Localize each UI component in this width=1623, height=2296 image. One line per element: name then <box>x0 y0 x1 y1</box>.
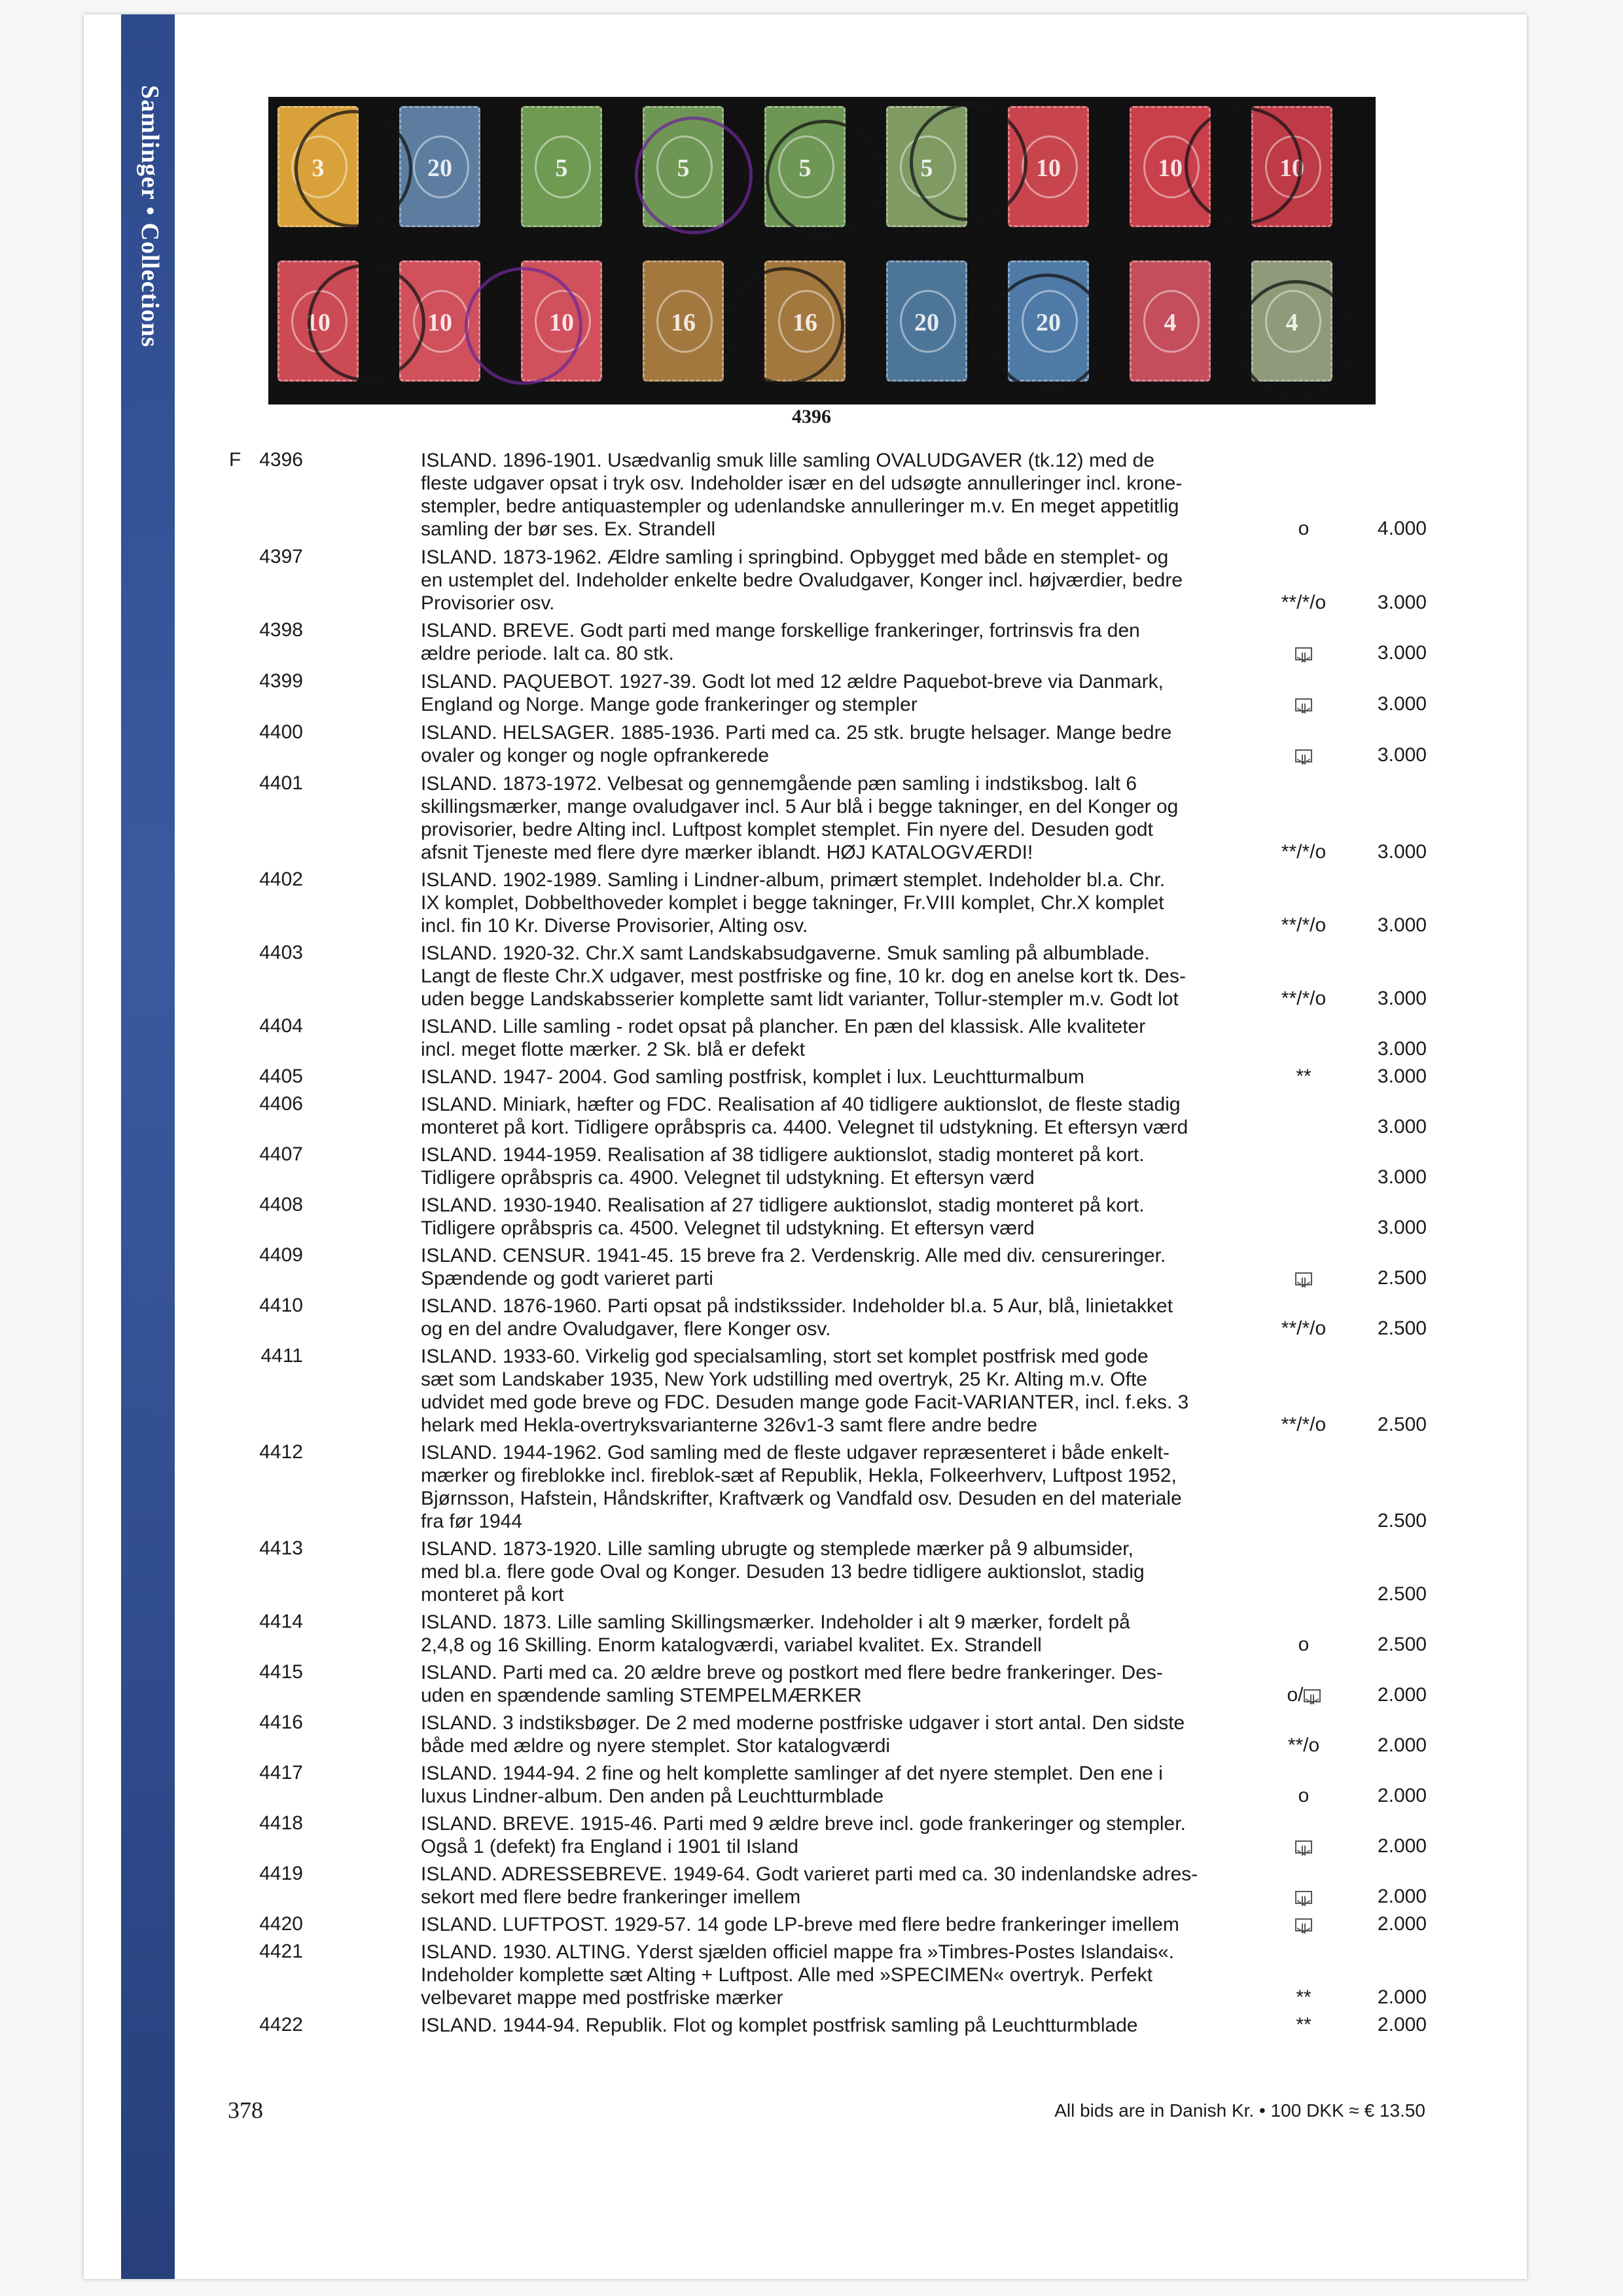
lot-condition <box>1264 693 1343 715</box>
lot-number: 4400 <box>259 721 303 743</box>
lot-description <box>421 1537 1245 1606</box>
envelope-icon <box>1295 1840 1312 1854</box>
description-line: ISLAND. 1873-1972. Velbesat og gennemgående pæn samling i indstiksbog. Ialt 6 <box>421 773 1137 795</box>
lot-description <box>421 1913 1245 1936</box>
lot-condition <box>1264 1886 1343 1908</box>
description-line: ældre periode. Ialt ca. 80 stk. <box>421 643 674 664</box>
lot-number: 4399 <box>259 670 303 692</box>
description-line: ISLAND. 1933-60. Virkelig god specialsamling, stort set komplet postfrisk med gode <box>421 1346 1149 1367</box>
lot-condition <box>1264 2014 1343 2036</box>
stamp-value: 20 <box>914 309 939 336</box>
envelope-icon <box>1304 1689 1321 1702</box>
lot-description <box>421 721 1245 767</box>
description-line: ISLAND. 1930. ALTING. Yderst sjælden officiel mappe fra »Timbres-Postes Islandais«. <box>421 1941 1175 1963</box>
lot-description <box>421 1066 1245 1088</box>
description-line: ISLAND. 1902-1989. Samling i Lindner-album, primært stemplet. Indeholder bl.a. Chr. <box>421 869 1166 891</box>
description-line: sekort med flere bedre frankeringer imellem <box>421 1886 801 1908</box>
lot-price: 2.000 <box>1377 1986 1427 2008</box>
lot-condition <box>1264 744 1343 766</box>
postmark-cancel <box>988 274 1106 391</box>
side-tab-label: Samlinger • Collections <box>136 85 164 348</box>
lot-condition <box>1264 1066 1343 1088</box>
page-number: 378 <box>228 2097 263 2123</box>
lot-description <box>421 1611 1245 1657</box>
postmark-cancel <box>726 267 844 385</box>
description-line: ISLAND. 1873. Lille samling Skillingsmærker. Indeholder i alt 9 mærker, fordelt på <box>421 1611 1130 1633</box>
description-line: både med ældre og nyere stemplet. Stor katalogværdi <box>421 1735 891 1757</box>
lot-description <box>421 1143 1245 1189</box>
lot-description <box>421 1345 1245 1437</box>
lot-description <box>421 1194 1245 1240</box>
lot-number: 4410 <box>259 1295 303 1316</box>
description-line: uden begge Landskabsserier komplette samt lidt varianter, Tollur-stempler m.v. Godt lot <box>421 988 1179 1010</box>
lot-price: 2.000 <box>1377 1913 1427 1935</box>
lot-description <box>421 619 1245 665</box>
postmark-cancel <box>294 110 412 228</box>
lot-price: 3.000 <box>1377 1217 1427 1238</box>
description-line: ISLAND. 1876-1960. Parti opsat på indstikssider. Indeholder bl.a. 5 Aur, blå, linietakket <box>421 1295 1173 1317</box>
description-line: ISLAND. Parti med ca. 20 ældre breve og postkort med flere bedre frankeringer. Des- <box>421 1662 1163 1683</box>
stamp-value: 5 <box>555 154 568 182</box>
lot-condition <box>1264 1734 1343 1757</box>
condition-code: **/*/o <box>1281 988 1327 1009</box>
description-line: fra før 1944 <box>421 1511 523 1532</box>
description-line: ISLAND. 1944-1962. God samling med de fleste udgaver repræsenteret i både enkelt- <box>421 1442 1169 1463</box>
postmark-cancel <box>766 120 883 238</box>
lot-number: 4417 <box>259 1762 303 1784</box>
condition-code: **/*/o <box>1281 1414 1327 1435</box>
envelope-icon <box>1295 1891 1312 1904</box>
description-line: afsnit Tjeneste med flere dyre mærker iblandt. HØJ KATALOGVÆRDI! <box>421 842 1033 863</box>
lot-description <box>421 772 1245 864</box>
postmark-cancel <box>635 117 753 234</box>
lot-condition <box>1264 642 1343 664</box>
condition-code: **/*/o <box>1281 1318 1327 1339</box>
lot-description <box>421 546 1245 615</box>
description-line: fleste udgaver opsat i tryk osv. Indeholder især en del udsøgte annulleringer incl. krone- <box>421 473 1183 494</box>
description-line: stempler, bedre antiquastempler og udenlandske annulleringer m.v. En meget appetitlig <box>421 495 1179 517</box>
lot-number: 4405 <box>259 1066 303 1087</box>
lot-description <box>421 1941 1245 2009</box>
lot-price: 2.500 <box>1377 1634 1427 1655</box>
lot-description <box>421 2014 1245 2037</box>
lot-number: 4416 <box>259 1712 303 1733</box>
postmark-cancel <box>308 264 425 382</box>
lot-price: 2.000 <box>1377 1886 1427 1907</box>
description-line: sæt som Landskaber 1935, New York udstilling med overtryk, 25 Kr. Alting m.v. Ofte <box>421 1369 1147 1390</box>
photo-caption: 4396 <box>792 406 831 427</box>
description-line: ISLAND. 1930-1940. Realisation af 27 tidligere auktionslot, stadig monteret på kort. <box>421 1194 1145 1216</box>
description-line: ISLAND. 1920-32. Chr.X samt Landskabsudgaverne. Smuk samling på albumblade. <box>421 942 1150 964</box>
lot-description <box>421 1863 1245 1909</box>
condition-code: **/*/o <box>1281 592 1327 613</box>
condition-code: o <box>1298 1634 1310 1655</box>
description-line: ISLAND. 1873-1962. Ældre samling i springbind. Opbygget med både en stemplet- og <box>421 547 1169 568</box>
lot-condition <box>1264 988 1343 1010</box>
lot-price: 3.000 <box>1377 693 1427 715</box>
condition-code: ** <box>1296 1066 1311 1087</box>
lot-condition <box>1264 1986 1343 2009</box>
lot-price: 3.000 <box>1377 1166 1427 1188</box>
description-line: samling der bør ses. Ex. Strandell <box>421 518 716 540</box>
lot-description <box>421 1712 1245 1757</box>
lot-description <box>421 1441 1245 1533</box>
lot-number: 4412 <box>259 1441 303 1463</box>
lot-price: 3.000 <box>1377 592 1427 613</box>
lot-number: 4420 <box>259 1913 303 1935</box>
description-line: uden en spændende samling STEMPELMÆRKER <box>421 1685 862 1706</box>
stamp-value: 20 <box>1036 309 1061 336</box>
lot-photo <box>268 97 1376 404</box>
lot-number: 4413 <box>259 1537 303 1559</box>
stamp-value: 5 <box>677 154 690 182</box>
stamp-value: 10 <box>1279 154 1304 182</box>
lot-price: 3.000 <box>1377 1038 1427 1060</box>
description-line: ISLAND. Lille samling - rodet opsat på plancher. En pæn del klassisk. Alle kvaliteter <box>421 1016 1146 1037</box>
stamp-image <box>521 106 602 227</box>
description-line: provisorier, bedre Alting incl. Luftpost komplet stemplet. Fin nyere del. Desuden godt <box>421 819 1153 840</box>
description-line: og en del andre Ovaludgaver, flere Konger osv. <box>421 1318 831 1340</box>
lot-price: 3.000 <box>1377 841 1427 863</box>
lot-description <box>421 1762 1245 1808</box>
lot-number: 4419 <box>259 1863 303 1884</box>
stamp-value: 20 <box>427 154 452 182</box>
description-line: ISLAND. BREVE. 1915-46. Parti med 9 ældre breve incl. gode frankeringer og stempler. <box>421 1813 1186 1835</box>
lot-price: 4.000 <box>1377 518 1427 539</box>
lot-description <box>421 1295 1245 1340</box>
lot-number: 4404 <box>259 1015 303 1037</box>
lot-condition <box>1264 914 1343 937</box>
lot-number: 4402 <box>259 869 303 890</box>
envelope-icon <box>1295 1918 1312 1931</box>
lot-description <box>421 1244 1245 1290</box>
lot-price: 2.000 <box>1377 1785 1427 1806</box>
stamp-value: 3 <box>312 154 325 182</box>
stamp-value: 16 <box>671 309 696 336</box>
lot-condition <box>1264 1634 1343 1656</box>
lot-number: 4401 <box>259 772 303 794</box>
description-line: ISLAND. 1944-94. Republik. Flot og komplet postfrisk samling på Leuchtturmblade <box>421 2015 1138 2036</box>
lot-number: 4418 <box>259 1812 303 1834</box>
lot-condition <box>1264 1318 1343 1340</box>
lot-price: 2.500 <box>1377 1267 1427 1289</box>
stamp-value: 10 <box>306 309 330 336</box>
lot-flag: F <box>229 449 241 471</box>
lot-price: 3.000 <box>1377 988 1427 1009</box>
lot-description <box>421 1015 1245 1061</box>
description-line: ISLAND. HELSAGER. 1885-1936. Parti med ca. 25 stk. brugte helsager. Mange bedre <box>421 722 1172 744</box>
description-line: ISLAND. Miniark, hæfter og FDC. Realisation af 40 tidligere auktionslot, de fleste stadig <box>421 1094 1181 1115</box>
lot-number: 4414 <box>259 1611 303 1632</box>
postmark-cancel <box>465 267 582 385</box>
description-line: mærker og fireblokke incl. fireblok-sæt af Republik, Hekla, Folkeerhverv, Luftpost 1952, <box>421 1465 1177 1486</box>
description-line: ISLAND. 1896-1901. Usædvanlig smuk lille samling OVALUDGAVER (tk.12) med de <box>421 450 1155 471</box>
stamp-value: 4 <box>1285 309 1298 336</box>
envelope-icon <box>1295 698 1312 711</box>
postmark-cancel <box>910 103 1027 221</box>
lot-condition <box>1264 1267 1343 1289</box>
description-line: ISLAND. 1944-1959. Realisation af 38 tidligere auktionslot, stadig monteret på kort. <box>421 1144 1145 1166</box>
lot-description <box>421 869 1245 937</box>
condition-code: o <box>1298 518 1310 539</box>
description-line: IX komplet, Dobbelthoveder komplet i begge takninger, Fr.VIII komplet, Chr.X komplet <box>421 892 1164 914</box>
lot-description <box>421 1093 1245 1139</box>
description-line: incl. fin 10 Kr. Diverse Provisorier, Alting osv. <box>421 915 808 937</box>
description-line: luxus Lindner-album. Den anden på Leuchtturmblade <box>421 1785 884 1807</box>
description-line: ISLAND. ADRESSEBREVE. 1949-64. Godt varieret parti med ca. 30 indenlandske adres- <box>421 1863 1198 1885</box>
lot-number: 4396 <box>259 449 303 471</box>
description-line: velbevaret mappe med postfriske mærker <box>421 1987 783 2009</box>
description-line: Også 1 (defekt) fra England i 1901 til Island <box>421 1836 799 1857</box>
description-line: helark med Hekla-overtryksvarianterne 326v1-3 samt flere andre bedre <box>421 1414 1038 1436</box>
lot-number: 4403 <box>259 942 303 963</box>
lot-price: 2.500 <box>1377 1510 1427 1532</box>
stamp-image <box>1130 260 1211 382</box>
lot-description <box>421 1661 1245 1707</box>
side-tab <box>121 14 175 2279</box>
lot-description <box>421 670 1245 716</box>
description-line: ISLAND. BREVE. Godt parti med mange forskellige frankeringer, fortrinsvis fra den <box>421 620 1140 641</box>
lot-price: 2.000 <box>1377 2014 1427 2036</box>
postmark-cancel <box>1237 280 1355 398</box>
lot-number: 4422 <box>259 2014 303 2036</box>
description-line: Tidligere opråbspris ca. 4500. Velegnet til udstykning. Et eftersyn værd <box>421 1217 1035 1239</box>
lot-price: 3.000 <box>1377 744 1427 766</box>
description-line: Langt de fleste Chr.X udgaver, mest postfriske og fine, 10 kr. dog en anelse kort tk. Des- <box>421 965 1186 987</box>
description-line: incl. meget flotte mærker. 2 Sk. blå er defekt <box>421 1039 805 1060</box>
description-line: skillingsmærker, mange ovaludgaver incl. 5 Aur blå i begge takninger, en del Konger og <box>421 796 1179 817</box>
envelope-icon <box>1295 647 1312 660</box>
lot-price: 2.000 <box>1377 1835 1427 1857</box>
stamp-value: 5 <box>798 154 812 182</box>
stamp-value: 10 <box>1158 154 1183 182</box>
condition-code: ** <box>1296 2014 1311 2036</box>
lot-price: 2.000 <box>1377 1684 1427 1706</box>
stamp-value: 10 <box>427 309 452 336</box>
lot-condition <box>1264 1785 1343 1807</box>
description-line: monteret på kort <box>421 1584 564 1605</box>
lot-number: 4407 <box>259 1143 303 1165</box>
lot-price: 2.500 <box>1377 1318 1427 1339</box>
condition-code: ** <box>1296 1986 1311 2008</box>
description-line: monteret på kort. Tidligere opråbspris ca. 4400. Velegnet til udstykning. Et eftersyn værd <box>421 1117 1188 1138</box>
lot-number: 4421 <box>259 1941 303 1962</box>
condition-code: o/ <box>1287 1684 1304 1706</box>
lot-description <box>421 449 1245 541</box>
stamp-image <box>643 260 724 382</box>
stamp-value: 16 <box>793 309 817 336</box>
lot-number: 4408 <box>259 1194 303 1215</box>
envelope-icon <box>1295 1272 1312 1285</box>
lot-number: 4415 <box>259 1661 303 1683</box>
lot-condition <box>1264 518 1343 540</box>
description-line: Provisorier osv. <box>421 592 555 614</box>
description-line: ISLAND. PAQUEBOT. 1927-39. Godt lot med 12 ældre Paquebot-breve via Danmark, <box>421 671 1164 692</box>
lot-condition <box>1264 841 1343 863</box>
lot-condition <box>1264 1835 1343 1857</box>
description-line: ISLAND. LUFTPOST. 1929-57. 14 gode LP-breve med flere bedre frankeringer imellem <box>421 1914 1179 1935</box>
lot-price: 2.500 <box>1377 1583 1427 1605</box>
condition-code: **/o <box>1287 1734 1320 1756</box>
lot-price: 3.000 <box>1377 1066 1427 1087</box>
description-line: 2,4,8 og 16 Skilling. Enorm katalogværdi, variabel kvalitet. Ex. Strandell <box>421 1634 1042 1656</box>
lot-price: 3.000 <box>1377 914 1427 936</box>
currency-note: All bids are in Danish Kr. • 100 DKK ≈ € 13.50 <box>1054 2100 1425 2121</box>
condition-code: **/*/o <box>1281 914 1327 936</box>
envelope-icon <box>1295 749 1312 762</box>
lot-description <box>421 1812 1245 1858</box>
condition-code: **/*/o <box>1281 841 1327 863</box>
lot-number: 4409 <box>259 1244 303 1266</box>
condition-code: o <box>1298 1785 1310 1806</box>
stamp-image <box>886 260 967 382</box>
lot-number: 4406 <box>259 1093 303 1115</box>
lot-condition <box>1264 1414 1343 1436</box>
lot-price: 2.000 <box>1377 1734 1427 1756</box>
lot-number: 4398 <box>259 619 303 641</box>
stamp-value: 10 <box>1036 154 1061 182</box>
stamp-value: 5 <box>920 154 933 182</box>
description-line: ISLAND. 3 indstiksbøger. De 2 med moderne postfriske udgaver i stort antal. Den sidste <box>421 1712 1185 1734</box>
description-line: ISLAND. 1944-94. 2 fine og helt komplette samlinger af det nyere stemplet. Den ene i <box>421 1763 1163 1784</box>
description-line: ISLAND. CENSUR. 1941-45. 15 breve fra 2. Verdenskrig. Alle med div. censureringer. <box>421 1245 1166 1266</box>
lot-number: 4397 <box>259 546 303 567</box>
description-line: en ustemplet del. Indeholder enkelte bedre Ovaludgaver, Konger incl. højværdier, bedre <box>421 569 1183 591</box>
lot-condition <box>1264 1684 1343 1706</box>
description-line: Bjørnsson, Hafstein, Håndskrifter, Kraftværk og Vandfald osv. Desuden en del materiale <box>421 1488 1182 1509</box>
description-line: med bl.a. flere gode Oval og Konger. Desuden 13 bedre tidligere auktionslot, stadig <box>421 1561 1145 1583</box>
lot-price: 2.500 <box>1377 1414 1427 1435</box>
description-line: England og Norge. Mange gode frankeringer og stempler <box>421 694 918 715</box>
lot-condition <box>1264 1913 1343 1935</box>
lot-description <box>421 942 1245 1011</box>
stamp-value: 10 <box>549 309 574 336</box>
stamp-value: 4 <box>1164 309 1177 336</box>
description-line: Tidligere opråbspris ca. 4900. Velegnet til udstykning. Et eftersyn værd <box>421 1167 1035 1189</box>
description-line: udvidet med gode breve og FDC. Desuden mange gode Facit-VARIANTER, incl. f.eks. 3 <box>421 1391 1189 1413</box>
description-line: ovaler og konger og nogle opfrankerede <box>421 745 770 766</box>
lot-price: 3.000 <box>1377 642 1427 664</box>
description-line: ISLAND. 1873-1920. Lille samling ubrugte og stemplede mærker på 9 albumsider, <box>421 1538 1133 1560</box>
lot-number: 4411 <box>260 1345 303 1367</box>
lot-price: 3.000 <box>1377 1116 1427 1138</box>
lot-condition <box>1264 592 1343 614</box>
description-line: Spændende og godt varieret parti <box>421 1268 713 1289</box>
description-line: Indeholder komplette sæt Alting + Luftpost. Alle med »SPECIMEN« overtryk. Perfekt <box>421 1964 1153 1986</box>
description-line: ISLAND. 1947- 2004. God samling postfrisk, komplet i lux. Leuchtturmalbum <box>421 1066 1084 1088</box>
postmark-cancel <box>1185 107 1302 224</box>
